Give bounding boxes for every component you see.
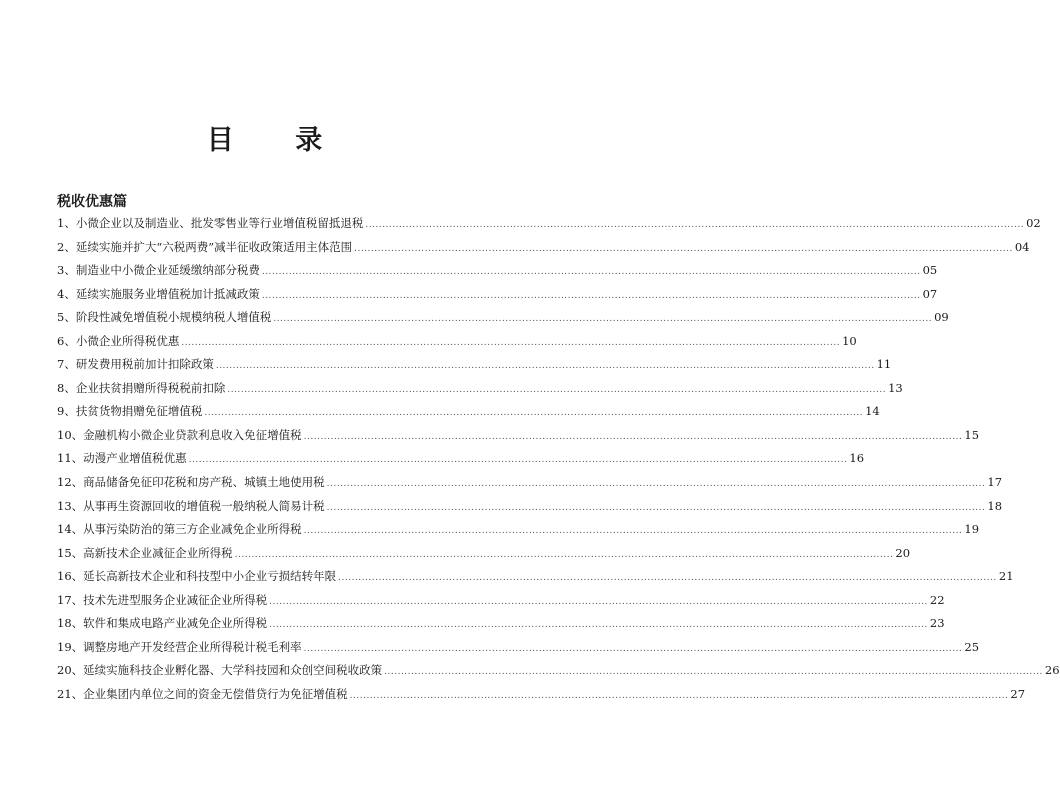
toc-entry[interactable] (57, 283, 938, 307)
entry-title: 小微企业所得税优惠 (75, 333, 180, 348)
entry-page-number: 25 (964, 639, 980, 654)
toc-entry[interactable] (57, 542, 911, 566)
entry-separator: 、 (64, 263, 76, 278)
entry-page-number: 17 (987, 475, 1003, 490)
entry-page-number: 02 (1026, 216, 1041, 230)
entry-page-number: 20 (895, 545, 911, 560)
entry-page-number: 10 (842, 333, 857, 348)
dot-leader (273, 308, 932, 332)
entry-number: 6 (57, 333, 65, 348)
entry-number: 1 (57, 216, 65, 230)
toc-entry[interactable] (57, 589, 945, 613)
entry-separator: 、 (71, 498, 84, 513)
dot-leader (304, 426, 963, 450)
entry-separator: 、 (71, 522, 84, 537)
entry-separator: 、 (71, 639, 84, 654)
entry-page-number: 05 (922, 263, 938, 278)
entry-page-number: 16 (849, 451, 865, 466)
entry-title: 延长高新技术企业和科技型中小企业亏损结转年限 (83, 569, 337, 584)
dot-leader (327, 497, 986, 521)
entry-page-number: 11 (876, 357, 892, 372)
entry-page-number: 07 (922, 286, 938, 301)
entry-title: 商品储备免征印花税和房产税、城镇土地使用税 (83, 475, 325, 490)
toc-entry[interactable] (57, 259, 938, 283)
toc-entry[interactable] (57, 212, 1041, 236)
dot-leader (350, 685, 1009, 709)
entry-title: 制造业中小微企业延缓缴纳部分税费 (75, 263, 260, 278)
dot-leader (204, 402, 863, 426)
entry-separator: 、 (71, 475, 84, 490)
entry-title: 调整房地产开发经营企业所得税计税毛利率 (83, 639, 302, 654)
entry-number: 12 (57, 475, 72, 490)
entry-title: 从事再生资源回收的增值税一般纳税人简易计税 (83, 498, 325, 513)
toc-entry[interactable] (57, 306, 949, 330)
entry-number: 5 (57, 310, 65, 325)
toc-entry[interactable] (57, 353, 892, 377)
entry-title: 延续实施科技企业孵化器、大学科技园和众创空间税收政策 (83, 663, 383, 678)
toc-entry[interactable] (57, 518, 980, 542)
toc-entry[interactable] (57, 612, 945, 636)
entry-number: 21 (57, 686, 72, 701)
entry-separator: 、 (64, 357, 76, 372)
entry-separator: 、 (71, 592, 84, 607)
entry-page-number: 15 (964, 427, 980, 442)
entry-title: 阶段性减免增值税小规模纳税人增值税 (75, 310, 272, 325)
entry-title: 企业扶贫捐赠所得税税前扣除 (75, 380, 226, 395)
entry-number: 7 (57, 357, 65, 372)
entry-separator: 、 (64, 404, 76, 419)
entry-page-number: 04 (1014, 239, 1030, 254)
entry-number: 16 (57, 569, 72, 584)
entry-separator: 、 (71, 451, 84, 466)
entry-title: 高新技术企业减征企业所得税 (83, 545, 233, 560)
entry-title: 软件和集成电路产业减免企业所得税 (83, 616, 268, 631)
dot-leader (181, 332, 840, 356)
entry-number: 9 (57, 404, 65, 419)
toc-entry[interactable] (57, 400, 880, 424)
dot-leader (269, 591, 928, 615)
entry-separator: 、 (64, 216, 76, 230)
dot-leader (227, 379, 886, 403)
entry-page-number: 18 (987, 498, 1003, 513)
entry-separator: 、 (64, 286, 76, 301)
entry-number: 19 (57, 639, 72, 654)
dot-leader (269, 614, 928, 638)
toc-entry[interactable] (57, 495, 1003, 519)
toc-entry[interactable] (57, 565, 1014, 589)
toc-entry[interactable] (57, 377, 903, 401)
entry-number: 11 (57, 451, 72, 466)
entry-separator: 、 (64, 333, 76, 348)
entry-separator: 、 (71, 545, 84, 560)
entry-page-number: 26 (1044, 663, 1060, 678)
entry-page-number: 21 (998, 569, 1014, 584)
dot-leader (327, 473, 986, 497)
entry-separator: 、 (64, 380, 76, 395)
dot-leader (354, 238, 1013, 262)
dot-leader (262, 285, 921, 309)
entry-number: 2 (57, 239, 65, 254)
entry-title: 小微企业以及制造业、批发零售业等行业增值税留抵退税 (75, 216, 364, 230)
entry-page-number: 13 (888, 380, 903, 395)
entry-number: 14 (57, 522, 72, 537)
dot-leader (365, 214, 1024, 238)
entry-number: 4 (57, 286, 65, 301)
entry-title: 从事污染防治的第三方企业减免企业所得税 (83, 522, 302, 537)
entry-page-number: 27 (1010, 686, 1026, 701)
toc-list (57, 212, 1060, 706)
entry-number: 20 (57, 663, 72, 678)
entry-title: 企业集团内单位之间的资金无偿借贷行为免征增值税 (83, 686, 348, 701)
entry-page-number: 19 (964, 522, 980, 537)
entry-separator: 、 (71, 427, 84, 442)
toc-entry[interactable] (57, 424, 980, 448)
entry-number: 18 (57, 616, 72, 631)
dot-leader (216, 355, 875, 379)
dot-leader (384, 661, 1043, 685)
entry-title: 动漫产业增值税优惠 (83, 451, 187, 466)
toc-entry[interactable] (57, 683, 1026, 707)
entry-number: 8 (57, 380, 65, 395)
entry-title: 金融机构小微企业贷款利息收入免征增值税 (83, 427, 302, 442)
dot-leader (235, 544, 894, 568)
entry-title: 延续实施服务业增值税加计抵减政策 (75, 286, 260, 301)
toc-entry[interactable] (57, 471, 1003, 495)
toc-entry[interactable] (57, 236, 1030, 260)
section-heading: 税收优惠篇 (57, 194, 127, 210)
toc-entry[interactable] (57, 447, 865, 471)
page-title: 目 录 (206, 125, 349, 156)
toc-entry[interactable] (57, 330, 857, 354)
entry-separator: 、 (64, 239, 76, 254)
entry-number: 17 (57, 592, 72, 607)
toc-entry[interactable] (57, 659, 1060, 683)
entry-number: 15 (57, 545, 72, 560)
entry-page-number: 09 (934, 310, 949, 325)
dot-leader (304, 520, 963, 544)
dot-leader (262, 261, 921, 285)
entry-separator: 、 (71, 616, 84, 631)
entry-title: 研发费用税前加计扣除政策 (75, 357, 214, 372)
toc-entry[interactable] (57, 636, 980, 660)
entry-page-number: 14 (865, 404, 880, 419)
entry-title: 技术先进型服务企业减征企业所得税 (83, 592, 268, 607)
dot-leader (189, 449, 848, 473)
dot-leader (304, 638, 963, 662)
entry-title: 延续实施并扩大“六税两费”减半征收政策适用主体范围 (75, 239, 353, 254)
entry-page-number: 22 (929, 592, 945, 607)
entry-page-number: 23 (929, 616, 945, 631)
entry-number: 3 (57, 263, 65, 278)
entry-separator: 、 (64, 310, 76, 325)
entry-separator: 、 (71, 569, 84, 584)
entry-separator: 、 (71, 663, 84, 678)
entry-number: 10 (57, 427, 72, 442)
entry-number: 13 (57, 498, 72, 513)
entry-title: 扶贫货物捐赠免征增值税 (75, 404, 203, 419)
entry-separator: 、 (71, 686, 84, 701)
dot-leader (338, 567, 997, 591)
